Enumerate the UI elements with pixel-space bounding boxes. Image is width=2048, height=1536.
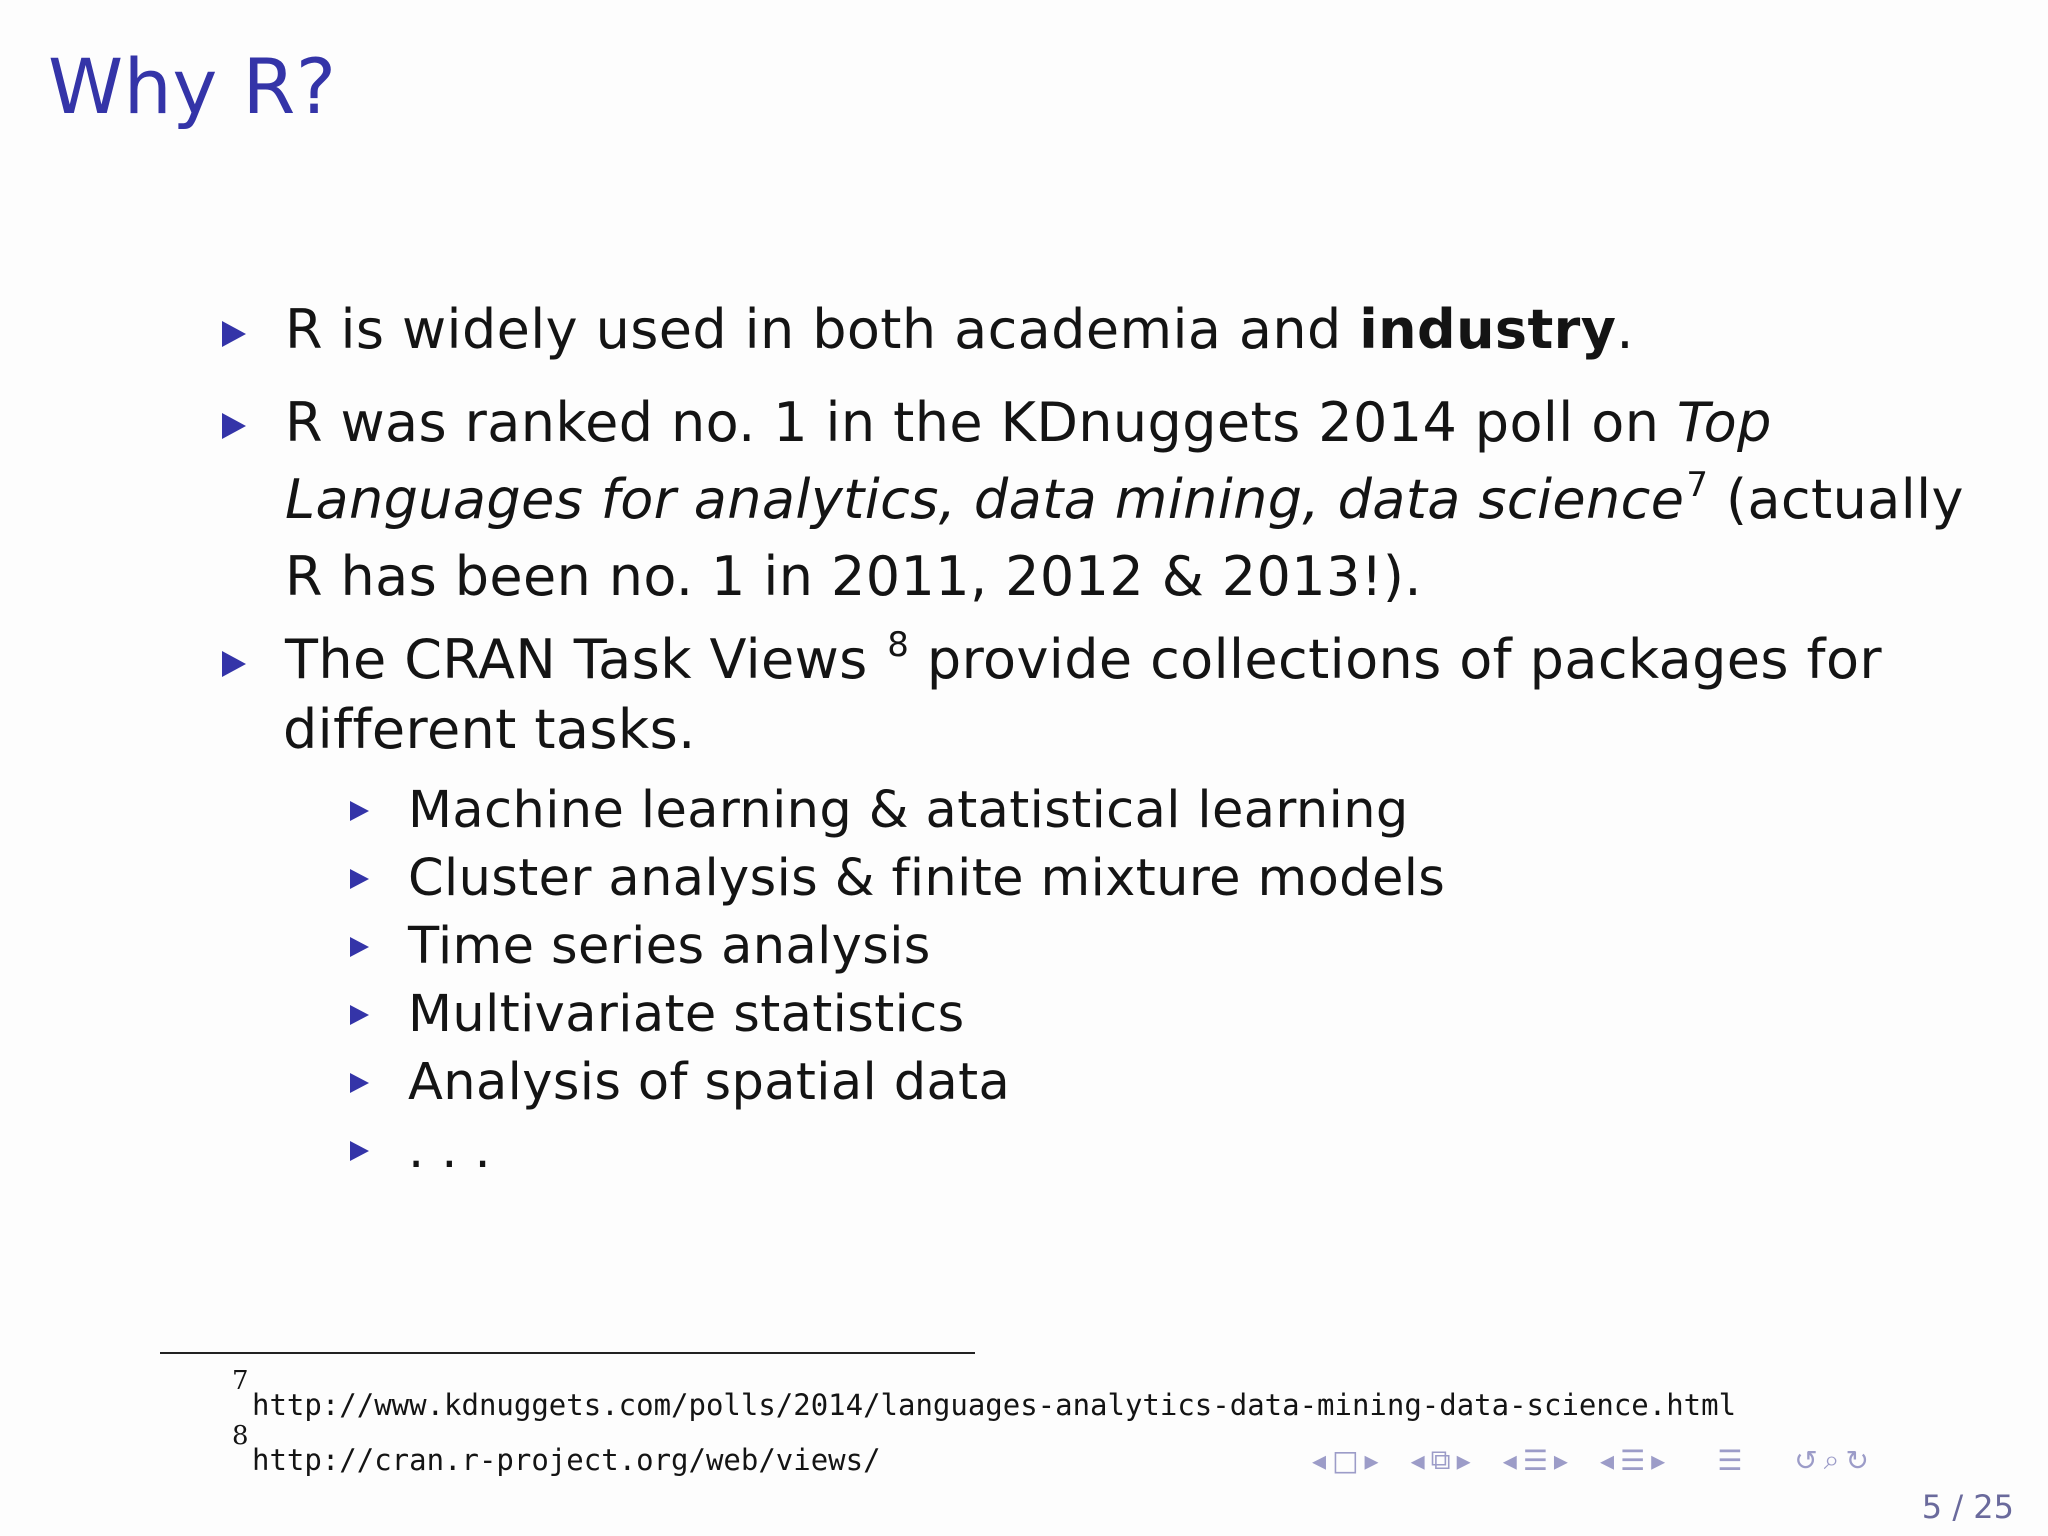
subbullet-marker bbox=[350, 1073, 369, 1093]
subbullet-marker bbox=[350, 1005, 369, 1025]
subsection-icon[interactable]: ⧉ bbox=[1430, 1443, 1451, 1476]
bullet-marker bbox=[222, 651, 246, 677]
nav-left-arrow-icon[interactable]: ◂ bbox=[1312, 1443, 1327, 1477]
nav-left-arrow-icon[interactable]: ◂ bbox=[1410, 1443, 1425, 1477]
bullet-1-end: . bbox=[1616, 298, 1634, 361]
nav-right-arrow-icon[interactable]: ▸ bbox=[1364, 1443, 1379, 1477]
subbullet-marker bbox=[350, 869, 369, 889]
subitem: Multivariate statistics bbox=[408, 985, 965, 1044]
footnote-link-8[interactable]: http://cran.r-project.org/web/views/ bbox=[252, 1443, 881, 1477]
section-icon[interactable]: ☰ bbox=[1522, 1443, 1548, 1477]
footnote-rule bbox=[160, 1352, 975, 1354]
slide-title: Why R? bbox=[48, 42, 337, 131]
bullet-2-line-3: R has been no. 1 in 2011, 2012 & 2013!). bbox=[285, 545, 1422, 608]
bullet-3-text: The CRAN Task Views bbox=[285, 628, 886, 691]
footnote-ref-7: 7 bbox=[1686, 465, 1709, 505]
subitem: Analysis of spatial data bbox=[408, 1053, 1011, 1112]
subbullet-marker bbox=[350, 937, 369, 957]
nav-right-arrow-icon[interactable]: ▸ bbox=[1553, 1443, 1568, 1477]
bullet-2-text: R was ranked no. 1 in the KDnuggets 2014 poll on bbox=[285, 391, 1677, 454]
bullet-3-line-1 bbox=[285, 625, 1882, 691]
bullet-2-line-2 bbox=[285, 465, 1964, 531]
subitem: . . . bbox=[408, 1121, 492, 1180]
bullet-3-text-cont: provide collections of packages for bbox=[909, 628, 1882, 691]
section-icon[interactable]: ☰ bbox=[1717, 1443, 1743, 1477]
nav-right-arrow-icon[interactable]: ▸ bbox=[1651, 1443, 1666, 1477]
footnote-link-7[interactable]: http://www.kdnuggets.com/polls/2014/languages-analytics-data-mining-data-science.html bbox=[252, 1388, 1737, 1422]
bullet-1 bbox=[285, 298, 1634, 361]
bullet-2-italic-title: Languages for analytics, data mining, data science bbox=[285, 468, 1685, 531]
bullet-1-bold: industry bbox=[1359, 298, 1617, 361]
back-forward-icon[interactable]: ↻ bbox=[1845, 1443, 1869, 1477]
nav-left-arrow-icon[interactable]: ◂ bbox=[1599, 1443, 1615, 1477]
bullet-3-line-2: different tasks. bbox=[283, 698, 696, 761]
bullet-2-italic: Top bbox=[1676, 391, 1772, 454]
footnote-number: 7 bbox=[232, 1366, 249, 1396]
bullet-marker bbox=[222, 321, 246, 347]
footnote-number: 8 bbox=[232, 1421, 249, 1451]
subitem: Cluster analysis & finite mixture models bbox=[408, 849, 1446, 908]
subitem: Machine learning & atatistical learning bbox=[408, 781, 1409, 840]
back-forward-icon[interactable]: ↺ bbox=[1794, 1443, 1818, 1477]
frame-icon[interactable]: □ bbox=[1332, 1443, 1359, 1477]
search-icon[interactable]: ⌕ bbox=[1823, 1443, 1840, 1476]
footnote-ref-8: 8 bbox=[887, 625, 910, 665]
subitem: Time series analysis bbox=[408, 917, 931, 976]
subbullet-marker bbox=[350, 801, 369, 821]
bullet-2-line-1 bbox=[285, 391, 1772, 454]
nav-right-arrow-icon[interactable]: ▸ bbox=[1456, 1443, 1471, 1477]
navigation-bar bbox=[1312, 1444, 1869, 1476]
bullet-2-text-cont: (actually bbox=[1708, 468, 1964, 531]
bullet-1-text: R is widely used in both academia and bbox=[285, 298, 1360, 361]
nav-left-arrow-icon[interactable]: ◂ bbox=[1502, 1443, 1517, 1477]
subbullet-marker bbox=[350, 1141, 369, 1161]
page-number: 5 / 25 bbox=[1921, 1488, 2014, 1526]
section-icon[interactable]: ☰ bbox=[1620, 1443, 1646, 1477]
bullet-marker bbox=[222, 413, 246, 439]
